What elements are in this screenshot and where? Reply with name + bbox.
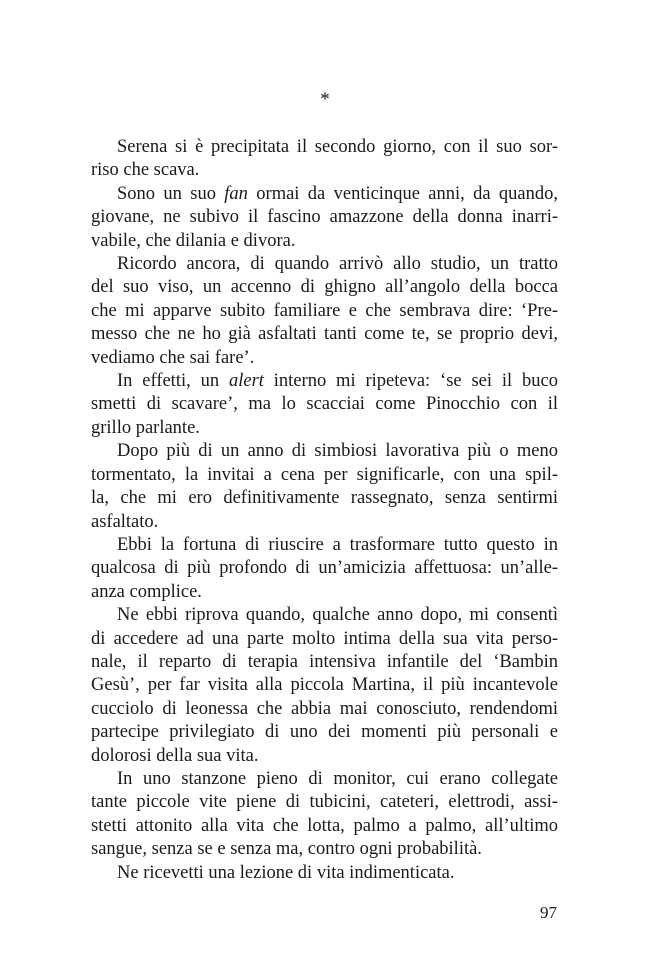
text-line: Gesù’, per far visita alla piccola Martina, il più incantevole [91,675,558,696]
text-line: grillo parlante. [91,417,200,438]
text-line: cucciolo di leonessa che abbia mai conosciuto, rendendomi [91,698,558,719]
page-number: 97 [540,903,557,922]
text-line: la, che mi ero definitivamente rassegnato, senza sentirmi [91,488,558,509]
text-line: dolorosi della sua vita. [91,745,259,766]
text-line: Dopo più di un anno di simbiosi lavorativa più o meno [117,441,558,462]
text-line: Sono un suo fan ormai da venticinque anni, da quando, [117,183,558,204]
text-line: Ne ricevetti una lezione di vita indimenticata. [117,862,455,883]
text-line: Serena si è precipitata il secondo giorno, con il suo sor- [117,137,558,157]
text-line: In uno stanzone pieno di monitor, cui erano collegate [117,768,558,789]
text-line: In effetti, un alert interno mi ripeteva: ‘se sei il buco [117,371,558,392]
section-separator: * [320,89,330,110]
text-line: anza complice. [91,581,202,602]
text-line: Ebbi la fortuna di riuscire a trasformare tutto questo in [117,534,558,555]
text-line: sangue, senza se e senza ma, contro ogni probabilità. [91,839,482,860]
italic-word: fan [224,183,248,204]
text-line: stetti attonito alla vita che lotta, palmo a palmo, all’ultimo [91,815,558,836]
text-line: qualcosa di più profondo di un’amicizia affettuosa: un’alle- [91,558,558,579]
text-line: Ne ebbi riprova quando, qualche anno dopo, mi consentì [117,605,558,626]
text-line: asfaltato. [91,511,159,532]
italic-word: alert [228,371,264,392]
text-line: vediamo che sai fare’. [91,347,255,368]
text-line: del suo viso, un accenno di ghigno all’angolo della bocca [91,277,558,298]
text-line: messo che ne ho già asfaltati tanti come te, se proprio devi, [91,324,558,345]
text-line: di accedere ad una parte molto intima della sua vita perso- [91,628,558,649]
text-line: che mi apparve subito familiare e che sembrava dire: ‘Pre- [91,300,558,321]
text-line: smetti di scavare’, ma lo scacciai come Pinocchio con il [91,394,558,415]
text-line: tormentato, la invitai a cena per significarle, con una spil- [91,464,558,485]
text-line: nale, il reparto di terapia intensiva infantile del ‘Bambin [91,651,558,672]
text-line: giovane, ne subivo il fascino amazzone della donna inarri- [91,207,558,228]
text-line: Ricordo ancora, di quando arrivò allo studio, un tratto [117,254,558,275]
text-line: vabile, che dilania e divora. [91,230,296,251]
text-line: partecipe privilegiato di uno dei momenti più personali e [91,722,558,743]
text-line: tante piccole vite piene di tubicini, cateteri, elettrodi, assi- [91,792,558,813]
text-line: riso che scava. [91,160,200,181]
body-text [91,136,558,885]
